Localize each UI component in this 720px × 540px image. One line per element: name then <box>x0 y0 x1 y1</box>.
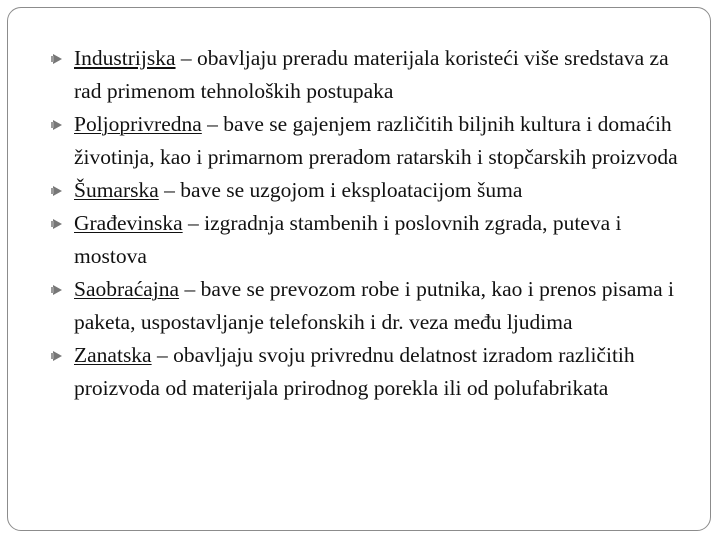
item-description: – obavljaju svoju privrednu delatnost izradom različitih proizvoda od materijala prirodnog porekla ili od polufabrikata <box>74 343 635 400</box>
list-item-poljoprivredna <box>52 108 692 174</box>
item-description: – izgradnja stambenih i poslovnih zgrada, puteva i mostova <box>74 211 622 268</box>
list-item-sumarska <box>52 174 692 207</box>
term-label: Industrijska <box>74 46 176 70</box>
arrow-bullet-icon <box>53 120 62 130</box>
term-label: Šumarska <box>74 178 159 202</box>
list-item-industrijska <box>52 42 692 108</box>
item-description: – obavljaju preradu materijala koristeći više sredstava za rad primenom tehnoloških postupaka <box>74 46 669 103</box>
term-label: Građevinska <box>74 211 183 235</box>
arrow-bullet-icon <box>53 285 62 295</box>
item-description: – bave se prevozom robe i putnika, kao i prenos pisama i paketa, uspostavljanje telefonskih i dr. veza među ljudima <box>74 277 675 334</box>
item-description: – bave se uzgojom i eksploatacijom šuma <box>158 178 523 202</box>
bullet-list <box>52 42 692 405</box>
slide-frame <box>7 7 711 531</box>
list-item-saobracajna <box>52 273 692 339</box>
arrow-bullet-icon <box>53 351 62 361</box>
list-item-zanatska <box>52 339 692 405</box>
term-label: Zanatska <box>74 343 152 367</box>
arrow-bullet-icon <box>53 54 62 64</box>
item-description: – bave se gajenjem različitih biljnih kultura i domaćih životinja, kao i primarnom preradom ratarskih i stopčarskih proizvoda <box>74 112 678 169</box>
term-label: Saobraćajna <box>74 277 180 301</box>
arrow-bullet-icon <box>53 219 62 229</box>
arrow-bullet-icon <box>53 186 62 196</box>
list-item-gradjevinska <box>52 207 692 273</box>
term-label: Poljoprivredna <box>74 112 202 136</box>
